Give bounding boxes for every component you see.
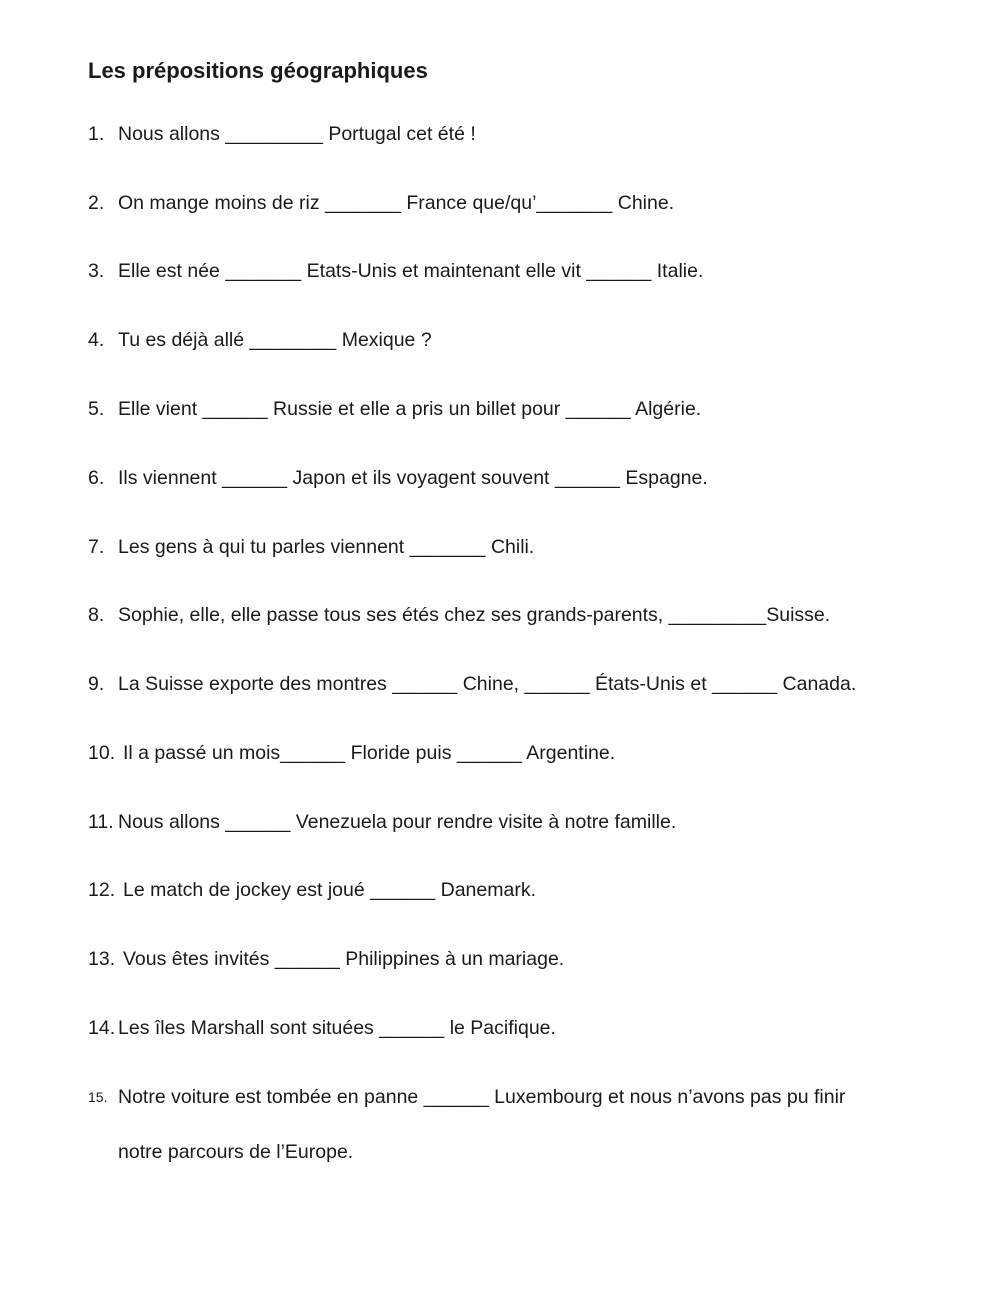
exercise-item-4 xyxy=(88,328,432,352)
exercise-item-12 xyxy=(88,878,536,902)
item-number: 10. xyxy=(88,742,116,764)
item-sentence: Ils viennent ______ Japon et ils voyagent souvent ______ Espagne. xyxy=(118,467,708,489)
item-number: 12. xyxy=(88,879,116,901)
item-sentence: Elle est née _______ Etats-Unis et maintenant elle vit ______ Italie. xyxy=(118,260,704,282)
exercise-item-11 xyxy=(88,810,676,834)
exercise-item-6 xyxy=(88,466,708,490)
item-sentence: Nous allons ______ Venezuela pour rendre visite à notre famille. xyxy=(118,811,677,833)
item-number: 8. xyxy=(88,604,105,626)
exercise-item-15-continuation: notre parcours de l’Europe. xyxy=(118,1141,354,1163)
item-number: 11. xyxy=(88,811,114,833)
page-title: Les prépositions géographiques xyxy=(88,58,428,83)
exercise-item-13 xyxy=(88,947,564,971)
exercise-item-8 xyxy=(88,603,830,627)
item-sentence: Sophie, elle, elle passe tous ses étés chez ses grands-parents, _________Suisse. xyxy=(118,604,831,626)
item-sentence: Il a passé un mois______ Floride puis ______ Argentine. xyxy=(123,742,616,764)
exercise-item-10 xyxy=(88,741,615,765)
item-number: 9. xyxy=(88,673,105,695)
item-sentence: Le match de jockey est joué ______ Danemark. xyxy=(123,879,536,901)
item-number: 4. xyxy=(88,329,105,351)
item-sentence: On mange moins de riz _______ France que/qu’_______ Chine. xyxy=(118,192,675,214)
exercise-item-14 xyxy=(88,1016,556,1040)
item-sentence: Nous allons _________ Portugal cet été ! xyxy=(118,123,476,145)
item-sentence: Elle vient ______ Russie et elle a pris un billet pour ______ Algérie. xyxy=(118,398,702,420)
item-number: 5. xyxy=(88,398,105,420)
exercise-item-5 xyxy=(88,397,701,421)
item-sentence: Les gens à qui tu parles viennent _______ Chili. xyxy=(118,536,535,558)
exercise-item-1 xyxy=(88,122,476,146)
item-number: 15. xyxy=(88,1089,108,1105)
item-number: 2. xyxy=(88,192,105,214)
item-number: 1. xyxy=(88,123,105,145)
exercise-item-15 xyxy=(88,1085,845,1109)
exercise-item-2 xyxy=(88,191,674,215)
item-number: 7. xyxy=(88,536,105,558)
exercise-item-7 xyxy=(88,535,534,559)
exercise-item-3 xyxy=(88,259,703,283)
item-sentence: Les îles Marshall sont situées ______ le Pacifique. xyxy=(118,1017,556,1039)
item-number: 6. xyxy=(88,467,105,489)
exercise-item-9 xyxy=(88,672,856,696)
item-sentence: Notre voiture est tombée en panne ______ Luxembourg et nous n’avons pas pu finir xyxy=(118,1086,846,1108)
item-sentence: Vous êtes invités ______ Philippines à un mariage. xyxy=(123,948,565,970)
item-sentence: La Suisse exporte des montres ______ Chine, ______ États-Unis et ______ Canada. xyxy=(118,673,857,695)
item-sentence: Tu es déjà allé ________ Mexique ? xyxy=(118,329,432,351)
item-number: 14. xyxy=(88,1017,116,1039)
item-number: 3. xyxy=(88,260,105,282)
item-number: 13. xyxy=(88,948,116,970)
